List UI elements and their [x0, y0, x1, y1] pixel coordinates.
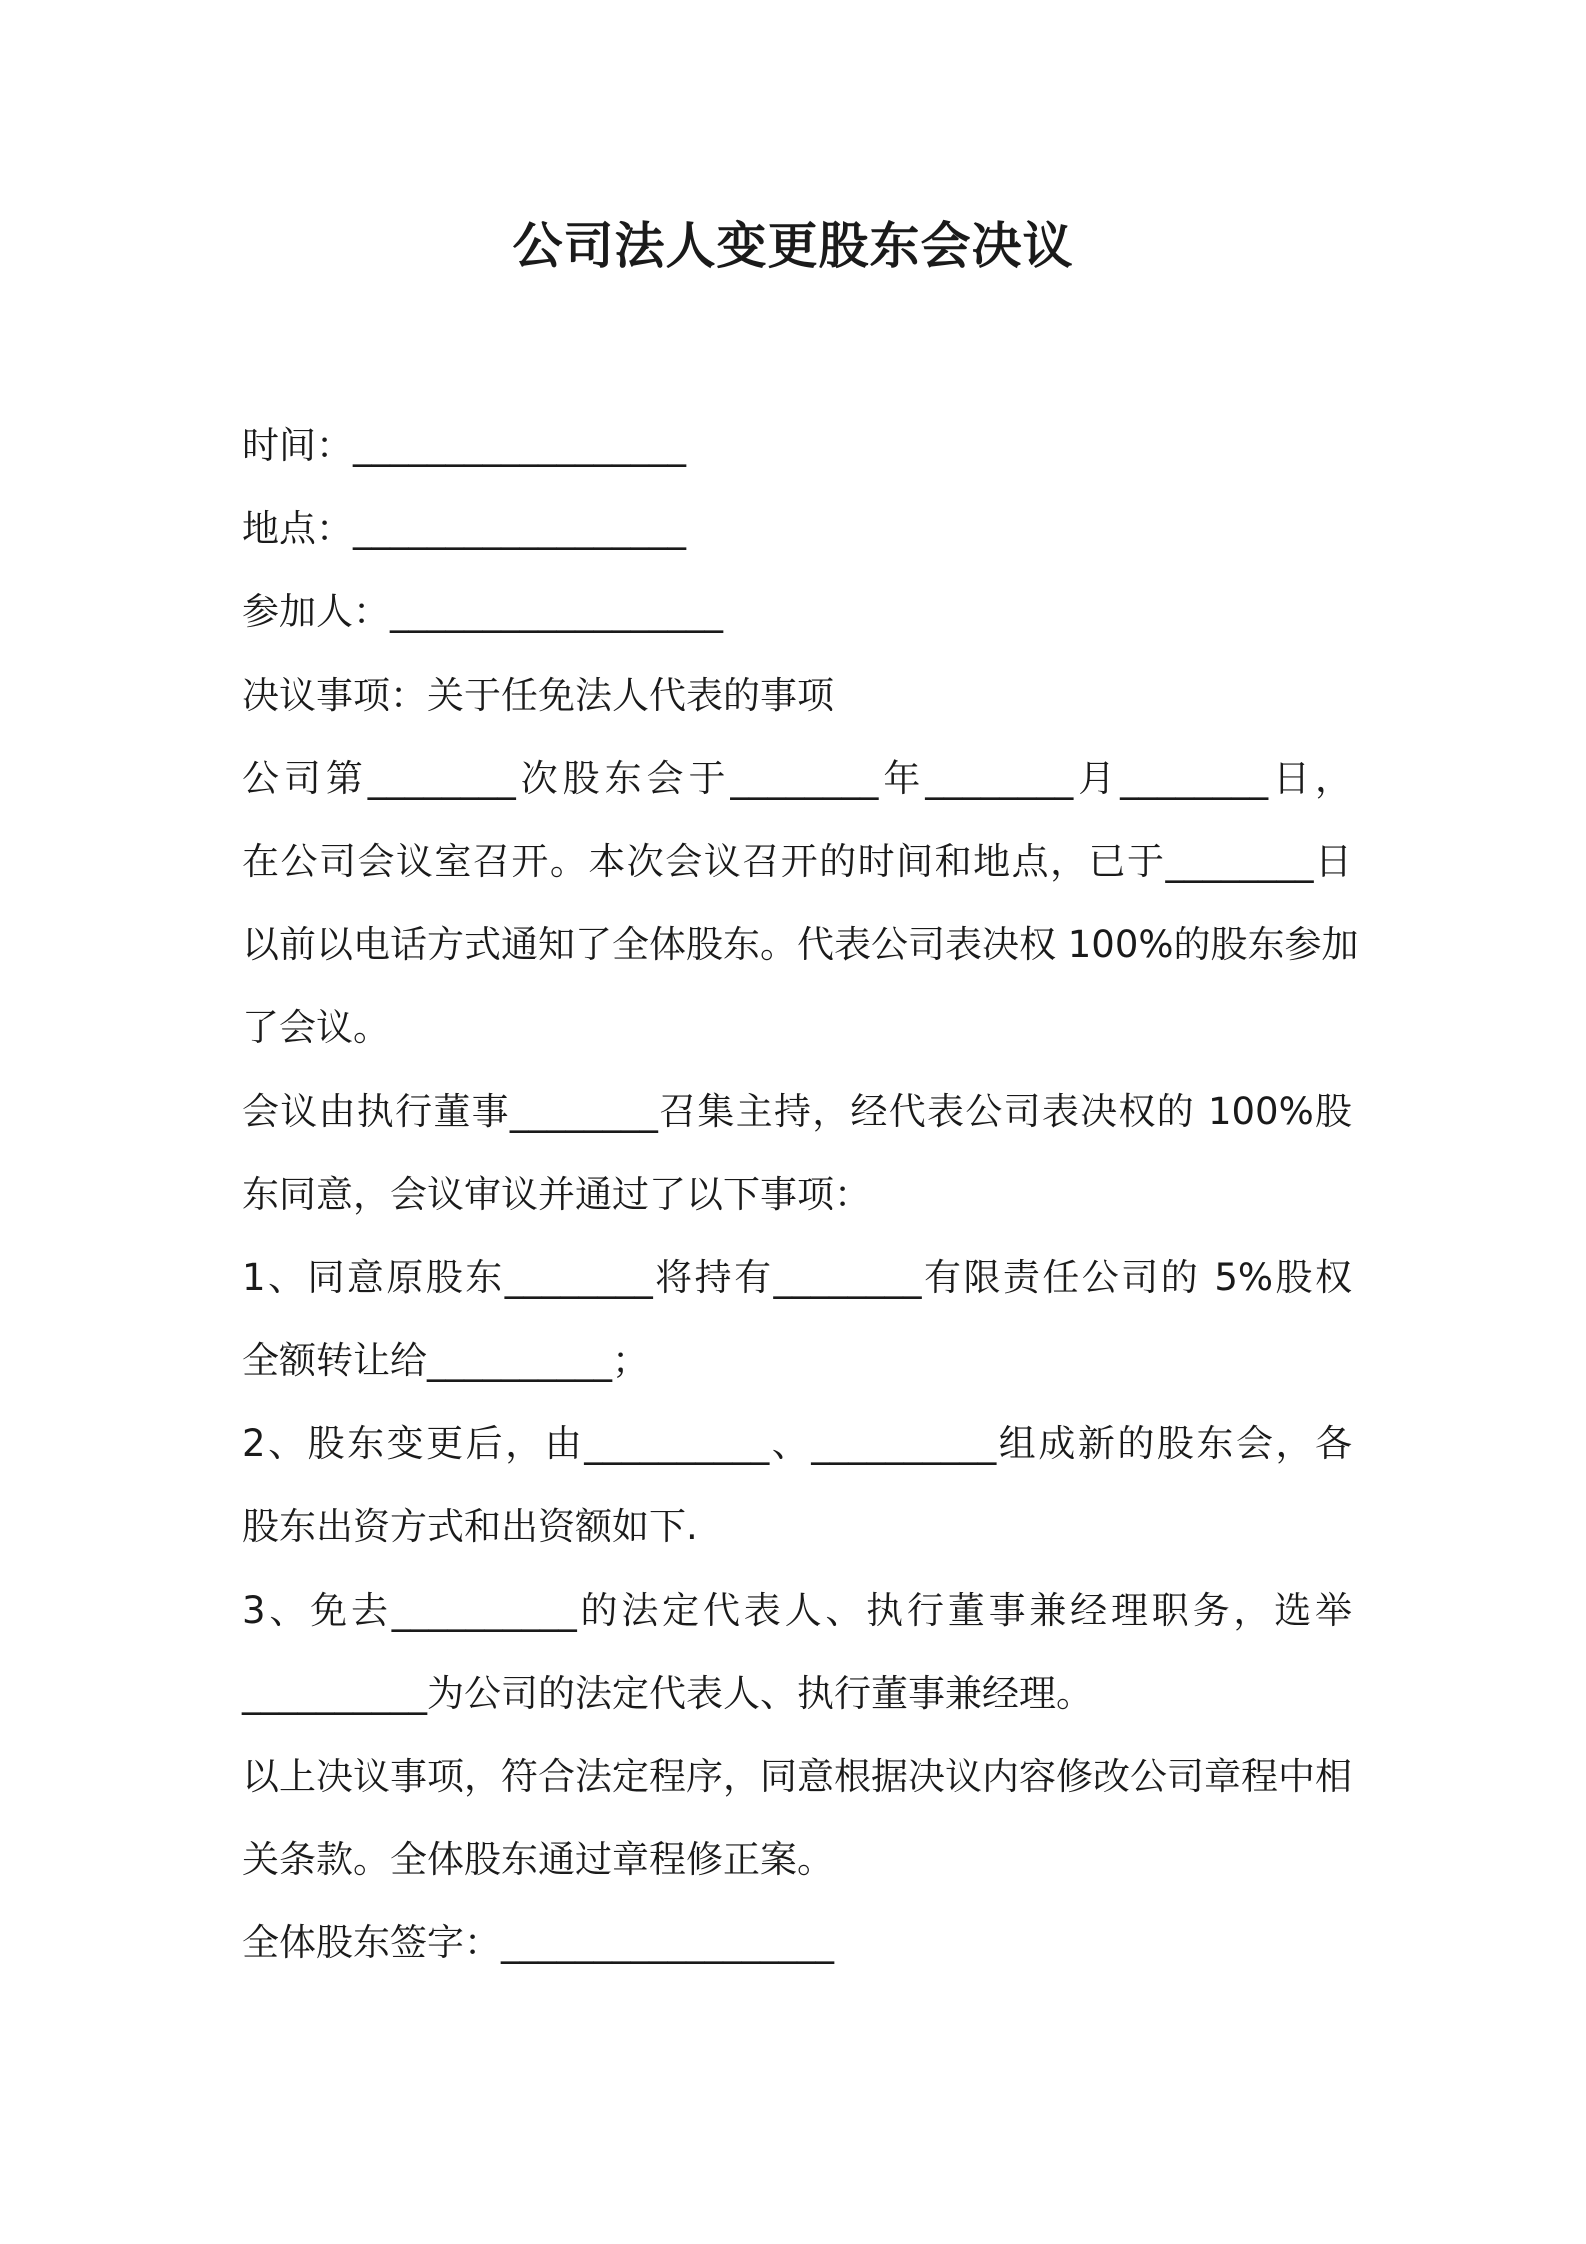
signature-line: 全体股东签字：__________________: [242, 1921, 834, 1965]
paragraph-line: 公司第________次股东会于________年________月________日，: [242, 756, 1352, 800]
paragraph-line: 在公司会议室召开。本次会议召开的时间和地点，已于________日: [242, 839, 1352, 883]
item-1-line: 1、同意原股东________将持有________有限责任公司的 5%股权: [242, 1255, 1352, 1299]
paragraph-line: 以前以电话方式通知了全体股东。代表公司表决权 100%的股东参加: [242, 923, 1359, 967]
item-2-line: 2、股东变更后，由__________、__________组成新的股东会，各: [242, 1422, 1352, 1466]
paragraph-line: 了会议。: [242, 1006, 390, 1050]
participants-line: 参加人：__________________: [242, 590, 723, 634]
paragraph-line: 东同意，会议审议并通过了以下事项：: [242, 1172, 871, 1216]
document-body: [242, 404, 1359, 1985]
item-1-line: 全额转让给__________；: [242, 1339, 649, 1383]
resolution-subject-line: 决议事项：关于任免法人代表的事项: [242, 673, 834, 717]
location-line: 地点：__________________: [242, 507, 686, 551]
paragraph-line: 以上决议事项，符合法定程序，同意根据决议内容修改公司章程中相: [242, 1755, 1352, 1798]
item-3-line: __________为公司的法定代表人、执行董事兼经理。: [242, 1671, 1093, 1715]
item-2-line: 股东出资方式和出资额如下.: [242, 1505, 698, 1549]
paragraph-line: 会议由执行董事________召集主持，经代表公司表决权的 100%股: [242, 1089, 1352, 1133]
document-title: 公司法人变更股东会决议: [512, 217, 1074, 275]
item-3-line: 3、免去__________的法定代表人、执行董事兼经理职务，选举: [242, 1588, 1352, 1632]
time-line: 时间：__________________: [242, 424, 686, 467]
paragraph-line: 关条款。全体股东通过章程修正案。: [242, 1838, 834, 1882]
